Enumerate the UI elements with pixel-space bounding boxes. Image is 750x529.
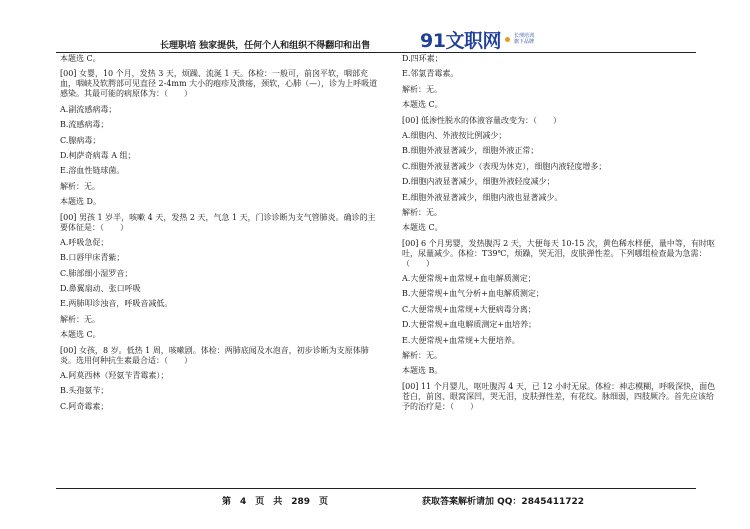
- option-e: E.细胞外液显著减少，细胞内液也显著减少。: [402, 192, 563, 202]
- option-e: E.大便常规+血常规+大便培养。: [402, 335, 520, 345]
- footer-divider: [56, 488, 696, 489]
- option-d: D.鼻翼扇动、张口呼吸: [60, 284, 141, 294]
- option-a: A.大便常规+血常规+血电解质测定；: [402, 274, 536, 284]
- logo-text: 91文职网: [420, 29, 501, 52]
- logo-tag-line2: 旗下品牌: [513, 39, 534, 45]
- option-b: B.细胞外液显著减少，细胞外液正常；: [402, 146, 539, 156]
- header-divider: [56, 52, 696, 53]
- answer-line: 本题选 C。: [60, 330, 101, 340]
- option-d: D.细胞内液显著减少，细胞外液轻度减少；: [402, 177, 555, 187]
- answer-line: 本题选 C。: [402, 100, 443, 110]
- question-text: [00] 6 个月男婴，发热腹泻 2 天，大便每天 10-15 次，黄色稀水样便，量中等，有时呕吐，尿量减少。体检：T39℃，烦躁，哭无泪，皮肤弹性差。下列哪组检查最为急需：（ ）: [402, 238, 715, 268]
- question-text: [00] 女孩，8 岁。低热 1 周，咳嗽剧。体检：两肺底闻及水泡音，初步诊断为支原体肺炎。选用何种抗生素最合适：（ ）: [60, 345, 369, 365]
- option-c: C.腺病毒；: [60, 135, 101, 145]
- option-a: A.呼吸急促；: [60, 237, 109, 247]
- header-note: 长理职培 独家提供，任何个人和组织不得翻印和出售: [160, 41, 371, 51]
- question-text: [00] 女婴，10 个月，发热 3 天，烦躁、流涎 1 天。体检：一般可，前囟平软，咽部充血，咽峡及软腭部可见直径 2-4mm 大小的疱疹及溃疡，颈软，心肺（—），诊为上呼吸道感染。其最可能的病原体为：（ ）: [60, 69, 378, 99]
- logo-tag-line1: 长理培训: [513, 33, 534, 39]
- page-number: 第 4 页 共 289 页: [222, 497, 329, 507]
- analysis-line: 解析：无。: [60, 314, 100, 324]
- answer-line: 本题选 B。: [402, 366, 443, 376]
- analysis-line: 解析：无。: [60, 181, 100, 191]
- answer-line: 本题选 C。: [402, 223, 443, 233]
- option-b: B.口唇甲床青紫；: [60, 253, 125, 263]
- question-text: [00] 低渗性脱水的体液容量改变为：（ ）: [402, 115, 561, 125]
- answer-line: 本题选 D。: [60, 197, 101, 207]
- question-text: [00] 男孩 1 岁半，咳嗽 4 天，发热 2 天，气急 1 天，门诊诊断为支气管肺炎。确诊的主要体征是：（ ）: [60, 212, 376, 232]
- option-d: D.柯萨奇病毒 A 组；: [60, 150, 136, 160]
- option-b: B.流感病毒；: [60, 120, 109, 130]
- analysis-line: 解析：无。: [402, 207, 442, 217]
- option-b: B.头孢氨苄；: [60, 386, 109, 396]
- option-c: C.大便常规+血常规+大便病毒分离；: [402, 304, 536, 314]
- option-d: D.大便常规+血电解质测定+血培养；: [402, 320, 537, 330]
- option-a: A.细胞内、外液按比例减少；: [402, 130, 507, 140]
- option-a: A.副流感病毒；: [60, 104, 117, 114]
- logo-dot-icon: [505, 37, 510, 42]
- option-a: A.阿莫西林（羟氨苄青霉素）；: [60, 371, 169, 381]
- contact-info: 获取答案解析请加 QQ：2845411722: [422, 497, 585, 507]
- question-text: [00] 11 个月婴儿，呕吐腹泻 4 天，已 12 小时无尿。体检：神志模糊，呼吸深快，面色苍白，前囟、眼窝深凹，哭无泪，皮肤弹性差，有花纹。脉细弱，四肢厥冷。首先应该给予的治疗是：（ ）: [402, 381, 716, 411]
- answer-line: 本题选 C。: [60, 54, 101, 63]
- option-b: B.大便常规+血气分析+血电解质测定；: [402, 289, 544, 299]
- option-e: E.邻氯青霉素。: [402, 69, 459, 79]
- analysis-line: 解析：无。: [402, 84, 442, 94]
- option-c: C.肺部细小湿罗音；: [60, 268, 133, 278]
- option-e: E.溶血性链球菌。: [60, 166, 125, 176]
- option-c: C.阿奇霉素；: [60, 401, 109, 411]
- option-c: C.细胞外液显著减少（表现为休克），细胞内液轻度增多；: [402, 161, 607, 171]
- brand-logo: [420, 26, 534, 52]
- left-column: [60, 54, 378, 417]
- logo-tagline: [514, 33, 534, 45]
- analysis-line: 解析：无。: [402, 351, 442, 361]
- option-d: D.四环素；: [402, 54, 443, 63]
- right-column: [402, 54, 718, 417]
- option-e: E.两肺叩诊浊音，呼吸音减低。: [60, 299, 173, 309]
